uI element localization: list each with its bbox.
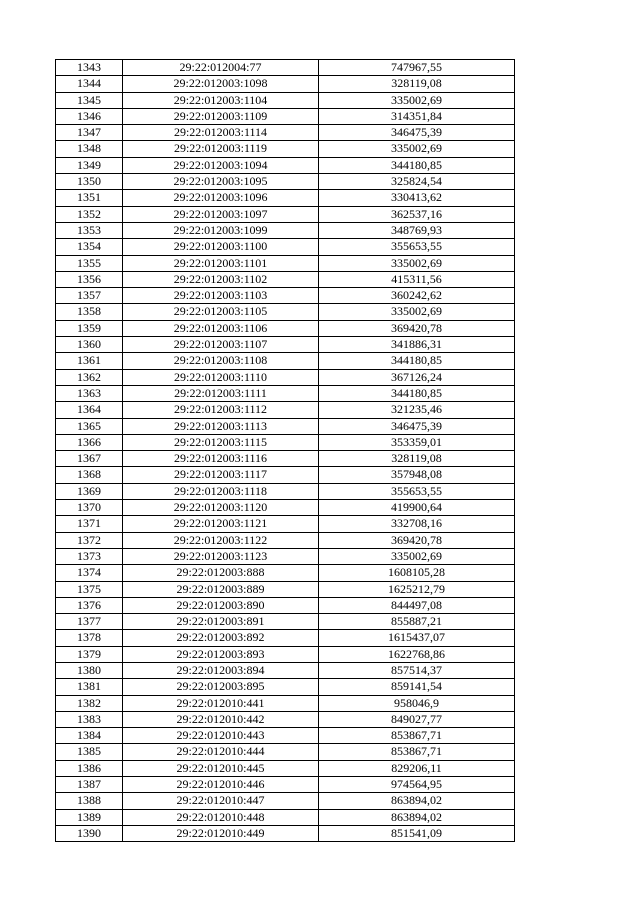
table-row (56, 809, 515, 825)
cadastral-number-cell: 29:22:012003:889 (123, 581, 319, 597)
table-row (56, 385, 515, 401)
row-number-cell: 1352 (56, 206, 123, 222)
cadastral-number-cell: 29:22:012003:1098 (123, 76, 319, 92)
row-number-cell: 1361 (56, 353, 123, 369)
value-cell: 369420,78 (319, 320, 515, 336)
row-number-cell: 1345 (56, 92, 123, 108)
row-number-cell: 1386 (56, 760, 123, 776)
row-number-cell: 1357 (56, 288, 123, 304)
value-cell: 844497,08 (319, 597, 515, 613)
value-cell: 335002,69 (319, 255, 515, 271)
cadastral-number-cell: 29:22:012003:1116 (123, 451, 319, 467)
value-cell: 344180,85 (319, 353, 515, 369)
value-cell: 1608105,28 (319, 565, 515, 581)
row-number-cell: 1353 (56, 222, 123, 238)
table-row (56, 793, 515, 809)
table-row (56, 402, 515, 418)
value-cell: 1625212,79 (319, 581, 515, 597)
table-row (56, 467, 515, 483)
table-row (56, 92, 515, 108)
row-number-cell: 1372 (56, 532, 123, 548)
row-number-cell: 1366 (56, 434, 123, 450)
row-number-cell: 1359 (56, 320, 123, 336)
value-cell: 346475,39 (319, 125, 515, 141)
table-row (56, 825, 515, 841)
row-number-cell: 1369 (56, 483, 123, 499)
value-cell: 335002,69 (319, 92, 515, 108)
table-row (56, 662, 515, 678)
row-number-cell: 1347 (56, 125, 123, 141)
row-number-cell: 1367 (56, 451, 123, 467)
value-cell: 328119,08 (319, 451, 515, 467)
cadastral-number-cell: 29:22:012003:1100 (123, 239, 319, 255)
row-number-cell: 1358 (56, 304, 123, 320)
cadastral-number-cell: 29:22:012010:441 (123, 695, 319, 711)
cadastral-number-cell: 29:22:012004:77 (123, 60, 319, 76)
table-row (56, 239, 515, 255)
row-number-cell: 1374 (56, 565, 123, 581)
value-cell: 853867,71 (319, 744, 515, 760)
cadastral-number-cell: 29:22:012003:890 (123, 597, 319, 613)
cadastral-number-cell: 29:22:012003:1104 (123, 92, 319, 108)
value-cell: 855887,21 (319, 614, 515, 630)
table-row (56, 255, 515, 271)
row-number-cell: 1360 (56, 337, 123, 353)
table-row (56, 728, 515, 744)
table-row (56, 646, 515, 662)
value-cell: 335002,69 (319, 304, 515, 320)
cadastral-number-cell: 29:22:012003:1108 (123, 353, 319, 369)
row-number-cell: 1355 (56, 255, 123, 271)
table-row (56, 548, 515, 564)
cadastral-number-cell: 29:22:012003:892 (123, 630, 319, 646)
table-row (56, 679, 515, 695)
cadastral-number-cell: 29:22:012003:1114 (123, 125, 319, 141)
table-row (56, 516, 515, 532)
value-cell: 335002,69 (319, 141, 515, 157)
cadastral-number-cell: 29:22:012003:1095 (123, 174, 319, 190)
table-row (56, 320, 515, 336)
row-number-cell: 1356 (56, 271, 123, 287)
table-row (56, 174, 515, 190)
cadastral-number-cell: 29:22:012003:1123 (123, 548, 319, 564)
row-number-cell: 1368 (56, 467, 123, 483)
cadastral-number-cell: 29:22:012003:893 (123, 646, 319, 662)
cadastral-number-cell: 29:22:012003:1119 (123, 141, 319, 157)
row-number-cell: 1346 (56, 108, 123, 124)
value-cell: 419900,64 (319, 500, 515, 516)
cadastral-number-cell: 29:22:012010:447 (123, 793, 319, 809)
table-row (56, 304, 515, 320)
document-page (55, 59, 515, 842)
cadastral-number-cell: 29:22:012003:1099 (123, 222, 319, 238)
value-cell: 328119,08 (319, 76, 515, 92)
row-number-cell: 1388 (56, 793, 123, 809)
value-cell: 357948,08 (319, 467, 515, 483)
cadastral-number-cell: 29:22:012003:1120 (123, 500, 319, 516)
table-row (56, 483, 515, 499)
cadastral-number-cell: 29:22:012003:891 (123, 614, 319, 630)
table-row (56, 288, 515, 304)
row-number-cell: 1377 (56, 614, 123, 630)
table-row (56, 451, 515, 467)
value-cell: 325824,54 (319, 174, 515, 190)
table-row (56, 630, 515, 646)
cadastral-number-cell: 29:22:012010:445 (123, 760, 319, 776)
table-row (56, 108, 515, 124)
table-row (56, 418, 515, 434)
table-row (56, 434, 515, 450)
value-cell: 355653,55 (319, 239, 515, 255)
row-number-cell: 1343 (56, 60, 123, 76)
row-number-cell: 1384 (56, 728, 123, 744)
row-number-cell: 1383 (56, 711, 123, 727)
cadastral-number-cell: 29:22:012003:1110 (123, 369, 319, 385)
cadastral-number-cell: 29:22:012003:1121 (123, 516, 319, 532)
cadastral-number-cell: 29:22:012003:1102 (123, 271, 319, 287)
value-cell: 346475,39 (319, 418, 515, 434)
cadastral-number-cell: 29:22:012003:1105 (123, 304, 319, 320)
row-number-cell: 1371 (56, 516, 123, 532)
table-row (56, 157, 515, 173)
row-number-cell: 1378 (56, 630, 123, 646)
table-row (56, 565, 515, 581)
cadastral-number-cell: 29:22:012010:444 (123, 744, 319, 760)
row-number-cell: 1365 (56, 418, 123, 434)
row-number-cell: 1351 (56, 190, 123, 206)
value-cell: 863894,02 (319, 809, 515, 825)
value-cell: 859141,54 (319, 679, 515, 695)
value-cell: 974564,95 (319, 777, 515, 793)
value-cell: 415311,56 (319, 271, 515, 287)
row-number-cell: 1370 (56, 500, 123, 516)
table-row (56, 597, 515, 613)
table-row (56, 500, 515, 516)
row-number-cell: 1348 (56, 141, 123, 157)
value-cell: 863894,02 (319, 793, 515, 809)
table-row (56, 369, 515, 385)
value-cell: 1615437,07 (319, 630, 515, 646)
table-row (56, 337, 515, 353)
row-number-cell: 1381 (56, 679, 123, 695)
row-number-cell: 1387 (56, 777, 123, 793)
cadastral-number-cell: 29:22:012010:449 (123, 825, 319, 841)
cadastral-number-cell: 29:22:012003:1094 (123, 157, 319, 173)
table-row (56, 695, 515, 711)
value-cell: 747967,55 (319, 60, 515, 76)
cadastral-number-cell: 29:22:012003:1113 (123, 418, 319, 434)
value-cell: 344180,85 (319, 157, 515, 173)
cadastral-number-cell: 29:22:012010:443 (123, 728, 319, 744)
row-number-cell: 1363 (56, 385, 123, 401)
cadastral-number-cell: 29:22:012003:1122 (123, 532, 319, 548)
table-body (56, 60, 515, 842)
table-row (56, 777, 515, 793)
row-number-cell: 1390 (56, 825, 123, 841)
value-cell: 321235,46 (319, 402, 515, 418)
row-number-cell: 1362 (56, 369, 123, 385)
value-cell: 335002,69 (319, 548, 515, 564)
row-number-cell: 1350 (56, 174, 123, 190)
value-cell: 851541,09 (319, 825, 515, 841)
value-cell: 360242,62 (319, 288, 515, 304)
value-cell: 857514,37 (319, 662, 515, 678)
table-row (56, 125, 515, 141)
cadastral-number-cell: 29:22:012010:446 (123, 777, 319, 793)
table-row (56, 190, 515, 206)
row-number-cell: 1376 (56, 597, 123, 613)
value-cell: 367126,24 (319, 369, 515, 385)
table-row (56, 222, 515, 238)
row-number-cell: 1373 (56, 548, 123, 564)
cadastral-value-table (55, 59, 515, 842)
cadastral-number-cell: 29:22:012003:1107 (123, 337, 319, 353)
value-cell: 1622768,86 (319, 646, 515, 662)
cadastral-number-cell: 29:22:012003:1109 (123, 108, 319, 124)
value-cell: 355653,55 (319, 483, 515, 499)
cadastral-number-cell: 29:22:012003:1117 (123, 467, 319, 483)
table-row (56, 76, 515, 92)
value-cell: 853867,71 (319, 728, 515, 744)
table-row (56, 744, 515, 760)
row-number-cell: 1364 (56, 402, 123, 418)
value-cell: 829206,11 (319, 760, 515, 776)
cadastral-number-cell: 29:22:012003:895 (123, 679, 319, 695)
row-number-cell: 1349 (56, 157, 123, 173)
value-cell: 314351,84 (319, 108, 515, 124)
row-number-cell: 1375 (56, 581, 123, 597)
table-row (56, 711, 515, 727)
value-cell: 369420,78 (319, 532, 515, 548)
row-number-cell: 1389 (56, 809, 123, 825)
row-number-cell: 1385 (56, 744, 123, 760)
row-number-cell: 1354 (56, 239, 123, 255)
value-cell: 348769,93 (319, 222, 515, 238)
table-row (56, 760, 515, 776)
table-row (56, 206, 515, 222)
cadastral-number-cell: 29:22:012003:1106 (123, 320, 319, 336)
cadastral-number-cell: 29:22:012003:1096 (123, 190, 319, 206)
table-row (56, 60, 515, 76)
cadastral-number-cell: 29:22:012003:1112 (123, 402, 319, 418)
row-number-cell: 1380 (56, 662, 123, 678)
row-number-cell: 1382 (56, 695, 123, 711)
value-cell: 362537,16 (319, 206, 515, 222)
table-row (56, 141, 515, 157)
value-cell: 353359,01 (319, 434, 515, 450)
cadastral-number-cell: 29:22:012003:1115 (123, 434, 319, 450)
value-cell: 849027,77 (319, 711, 515, 727)
value-cell: 332708,16 (319, 516, 515, 532)
row-number-cell: 1379 (56, 646, 123, 662)
cadastral-number-cell: 29:22:012010:442 (123, 711, 319, 727)
table-row (56, 532, 515, 548)
cadastral-number-cell: 29:22:012003:1103 (123, 288, 319, 304)
table-row (56, 353, 515, 369)
value-cell: 344180,85 (319, 385, 515, 401)
value-cell: 958046,9 (319, 695, 515, 711)
value-cell: 330413,62 (319, 190, 515, 206)
cadastral-number-cell: 29:22:012003:894 (123, 662, 319, 678)
cadastral-number-cell: 29:22:012003:1097 (123, 206, 319, 222)
cadastral-number-cell: 29:22:012003:1111 (123, 385, 319, 401)
table-row (56, 581, 515, 597)
cadastral-number-cell: 29:22:012003:888 (123, 565, 319, 581)
cadastral-number-cell: 29:22:012003:1118 (123, 483, 319, 499)
table-row (56, 614, 515, 630)
table-row (56, 271, 515, 287)
value-cell: 341886,31 (319, 337, 515, 353)
cadastral-number-cell: 29:22:012003:1101 (123, 255, 319, 271)
cadastral-number-cell: 29:22:012010:448 (123, 809, 319, 825)
row-number-cell: 1344 (56, 76, 123, 92)
